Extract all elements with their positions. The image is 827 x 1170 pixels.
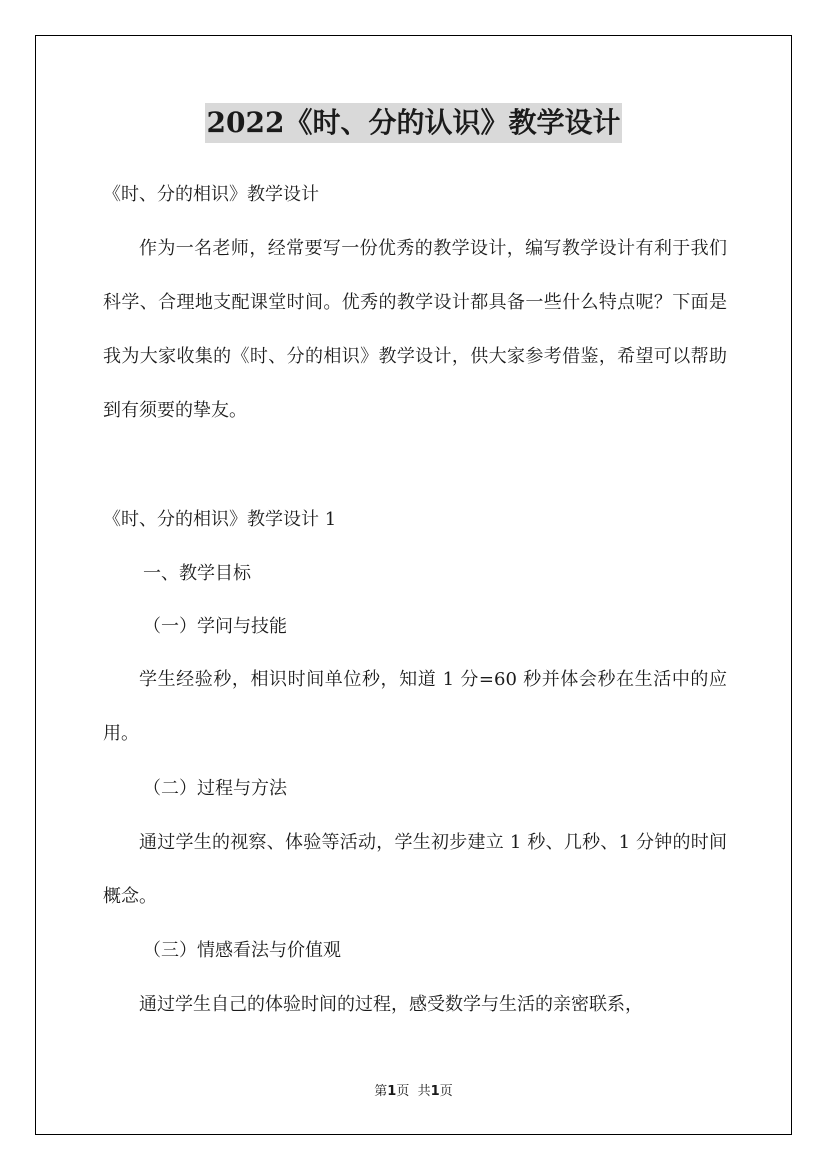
section-title: 《时、分的相识》教学设计 1 bbox=[103, 509, 337, 530]
heading-teaching-goals: 一、教学目标 bbox=[143, 563, 251, 584]
footer-page-suffix: 页 bbox=[396, 1084, 410, 1099]
document-subtitle: 《时、分的相识》教学设计 bbox=[103, 184, 319, 205]
subheading-knowledge-skills: （一）学问与技能 bbox=[143, 616, 287, 637]
paragraph-process-methods: 通过学生的视察、体验等活动，学生初步建立 1 秒、几秒、1 分钟的时间概念。 bbox=[103, 832, 727, 907]
paragraph-emotion-values: 通过学生自己的体验时间的过程，感受数学与生活的亲密联系， bbox=[139, 994, 643, 1015]
footer-total-number: 1 bbox=[430, 1084, 440, 1099]
subheading-process-methods: （二）过程与方法 bbox=[143, 778, 287, 799]
footer-total-prefix: 共 bbox=[417, 1084, 431, 1099]
intro-paragraph: 作为一名老师，经常要写一份优秀的教学设计，编写教学设计有利于我们科学、合理地支配课堂时间。优秀的教学设计都具备一些什么特点呢？下面是我为大家收集的《时、分的相识》教学设计，供大家参考借鉴，希望可以帮助到有须要的挚友。 bbox=[103, 238, 727, 421]
document-title-text: 2022《时、分的认识》教学设计 bbox=[205, 103, 623, 143]
footer-total-suffix: 页 bbox=[439, 1084, 453, 1099]
page-footer bbox=[0, 1082, 827, 1102]
paragraph-knowledge-skills: 学生经验秒，相识时间单位秒，知道 1 分=60 秒并体会秒在生活中的应用。 bbox=[103, 669, 727, 744]
subheading-emotion-values: （三）情感看法与价值观 bbox=[143, 940, 341, 961]
document-title bbox=[0, 101, 827, 141]
footer-page-number: 1 bbox=[387, 1084, 397, 1099]
footer-page-prefix: 第 bbox=[374, 1084, 388, 1099]
